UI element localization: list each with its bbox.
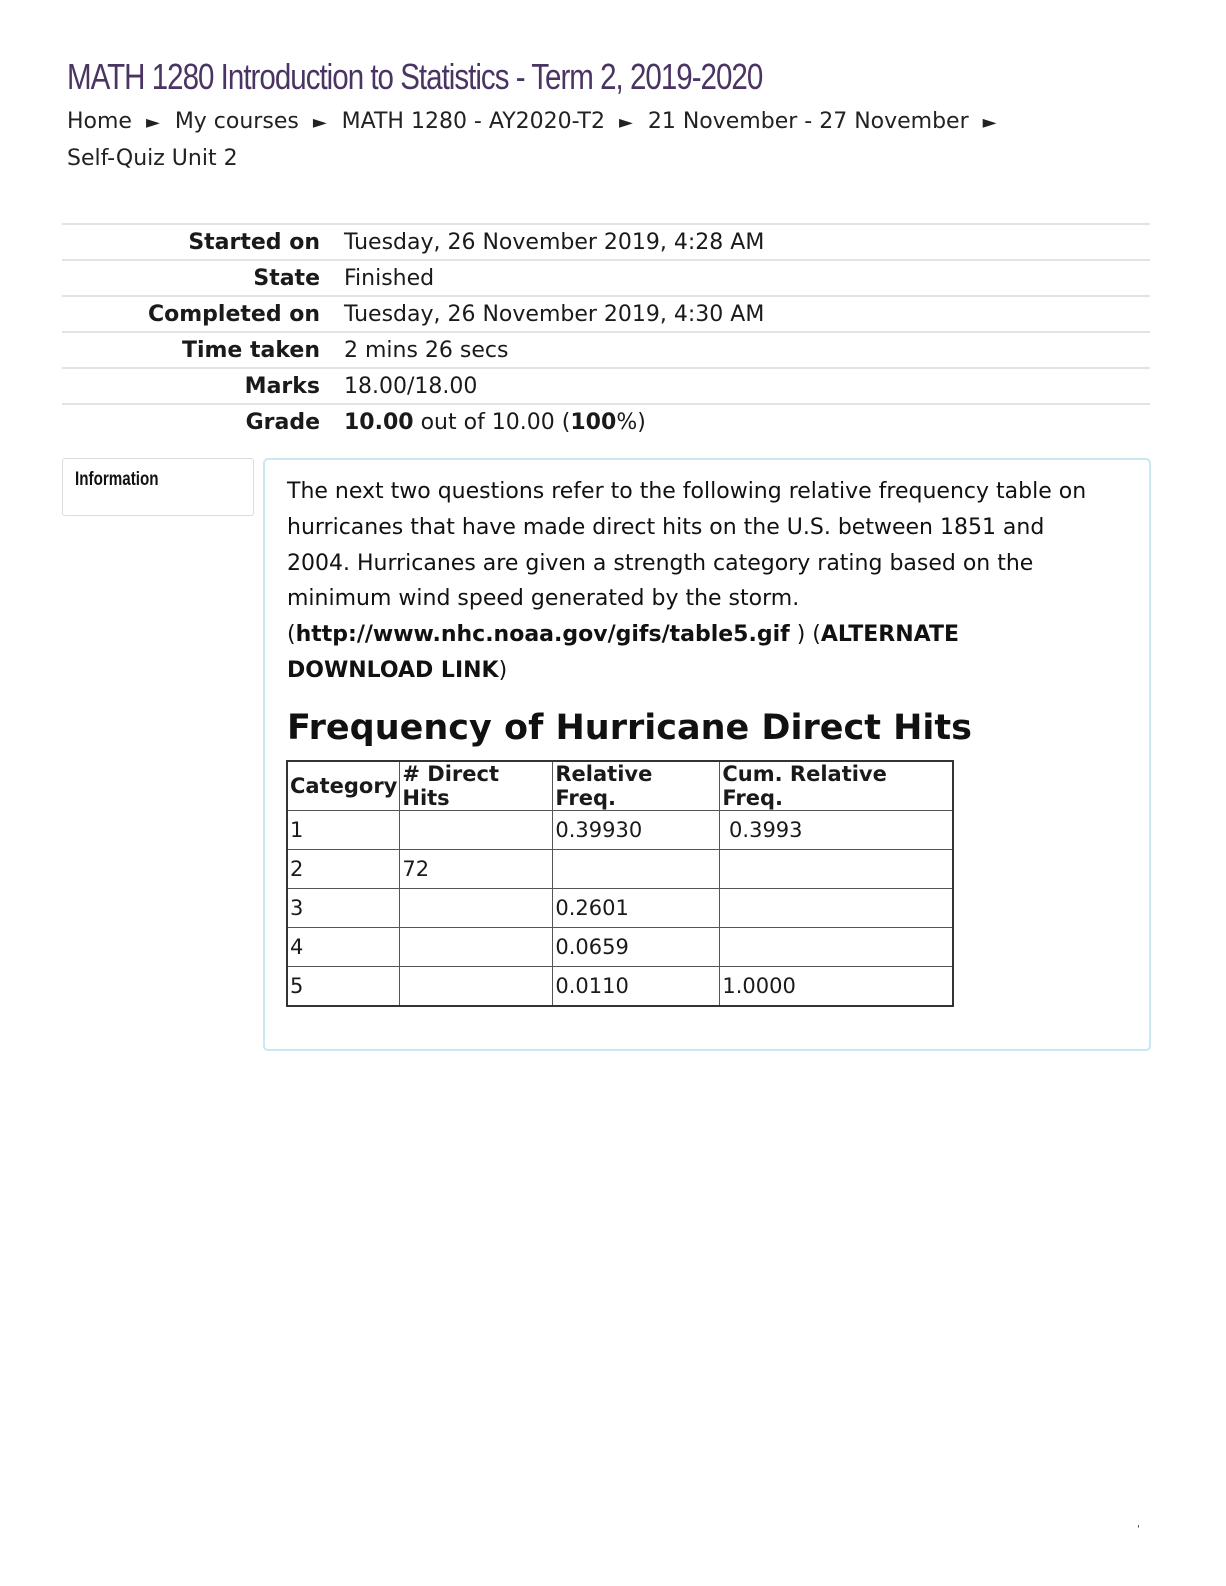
question-text: [287, 474, 1097, 689]
breadcrumb-course[interactable]: MATH 1280 - AY2020-T2: [341, 109, 605, 134]
cell: [400, 928, 553, 967]
paren: ) (: [789, 622, 821, 648]
column-header: Category: [287, 761, 400, 811]
summary-value: 2 mins 26 secs: [344, 337, 509, 363]
cell: 1: [287, 811, 400, 850]
table-row: [287, 889, 953, 928]
table-row: [287, 967, 953, 1007]
cell: [720, 928, 954, 967]
information-label: Information: [75, 469, 159, 490]
breadcrumb-my-courses[interactable]: My courses: [174, 109, 299, 134]
breadcrumb: [67, 104, 1047, 177]
breadcrumb-week[interactable]: 21 November - 27 November: [647, 109, 969, 134]
cell: 3: [287, 889, 400, 928]
frequency-table: [286, 760, 954, 1007]
information-content: [263, 458, 1151, 1051]
summary-label: Started on: [188, 229, 320, 255]
column-header: Cum. Relative Freq.: [720, 761, 954, 811]
cell: 0.0659: [553, 928, 720, 967]
cell: [400, 967, 553, 1007]
breadcrumb-separator-icon: ►: [619, 112, 633, 133]
grade-percent: 100: [570, 409, 617, 435]
cell: 72: [400, 850, 553, 889]
breadcrumb-separator-icon: ►: [982, 112, 997, 133]
grade-score: 10.00: [344, 409, 414, 435]
cell: 0.39930: [553, 811, 720, 850]
cell: 5: [287, 967, 400, 1007]
information-label-box: [62, 458, 254, 516]
table-title: Frequency of Hurricane Direct Hits: [287, 708, 972, 748]
summary-label: State: [253, 265, 320, 291]
summary-row-marks: [62, 368, 1150, 404]
column-header: Relative Freq.: [553, 761, 720, 811]
summary-value: Tuesday, 26 November 2019, 4:30 AM: [344, 301, 765, 327]
cell: 0.3993: [720, 811, 954, 850]
alternate-download-link[interactable]: ALTERNATE DOWNLOAD LINK: [287, 622, 960, 683]
cell: [400, 889, 553, 928]
cell: 0.2601: [553, 889, 720, 928]
summary-label: Marks: [244, 373, 320, 399]
summary-row-time-taken: [62, 332, 1150, 368]
summary-row-grade: [62, 404, 1150, 439]
summary-value: 18.00/18.00: [344, 373, 478, 399]
table-row: [287, 850, 953, 889]
cell: [720, 889, 954, 928]
summary-label: Completed on: [147, 301, 320, 327]
cell: 0.0110: [553, 967, 720, 1007]
cell: 2: [287, 850, 400, 889]
summary-value: Tuesday, 26 November 2019, 4:28 AM: [344, 229, 765, 255]
paren: ): [498, 657, 508, 683]
paren: (: [287, 622, 296, 648]
breadcrumb-home[interactable]: Home: [67, 109, 132, 134]
cell: [400, 811, 553, 850]
cell: [720, 850, 954, 889]
summary-row-state: [62, 260, 1150, 296]
table-row: [287, 811, 953, 850]
grade-text-end: %): [616, 409, 646, 435]
summary-value: [344, 404, 1150, 439]
page-title: MATH 1280 Introduction to Statistics - Term 2, 2019-2020: [67, 56, 763, 97]
quiz-summary-table: [62, 223, 1150, 439]
table-row: [287, 928, 953, 967]
summary-label: Grade: [245, 409, 320, 435]
breadcrumb-separator-icon: ►: [145, 112, 160, 133]
column-header: # Direct Hits: [400, 761, 553, 811]
info-paragraph: The next two questions refer to the following relative frequency table on hurricanes that have made direct hits on the U.S. between 1851 and 2004. Hurricanes are given a strength category rating based on the minimum wind speed generated by the storm.: [287, 479, 1087, 612]
cell: 4: [287, 928, 400, 967]
table-header-row: [287, 761, 953, 811]
cell: 1.0000: [720, 967, 954, 1007]
table-link[interactable]: http://www.nhc.noaa.gov/gifs/table5.gif: [295, 622, 790, 648]
summary-row-started: [62, 224, 1150, 260]
page-mark: ': [1137, 1524, 1140, 1535]
summary-label: Time taken: [181, 337, 320, 363]
summary-row-completed: [62, 296, 1150, 332]
summary-value: Finished: [344, 265, 435, 291]
breadcrumb-separator-icon: ►: [312, 112, 327, 133]
breadcrumb-quiz[interactable]: Self-Quiz Unit 2: [67, 146, 238, 171]
cell: [553, 850, 720, 889]
grade-text: out of 10.00 (: [413, 409, 571, 435]
